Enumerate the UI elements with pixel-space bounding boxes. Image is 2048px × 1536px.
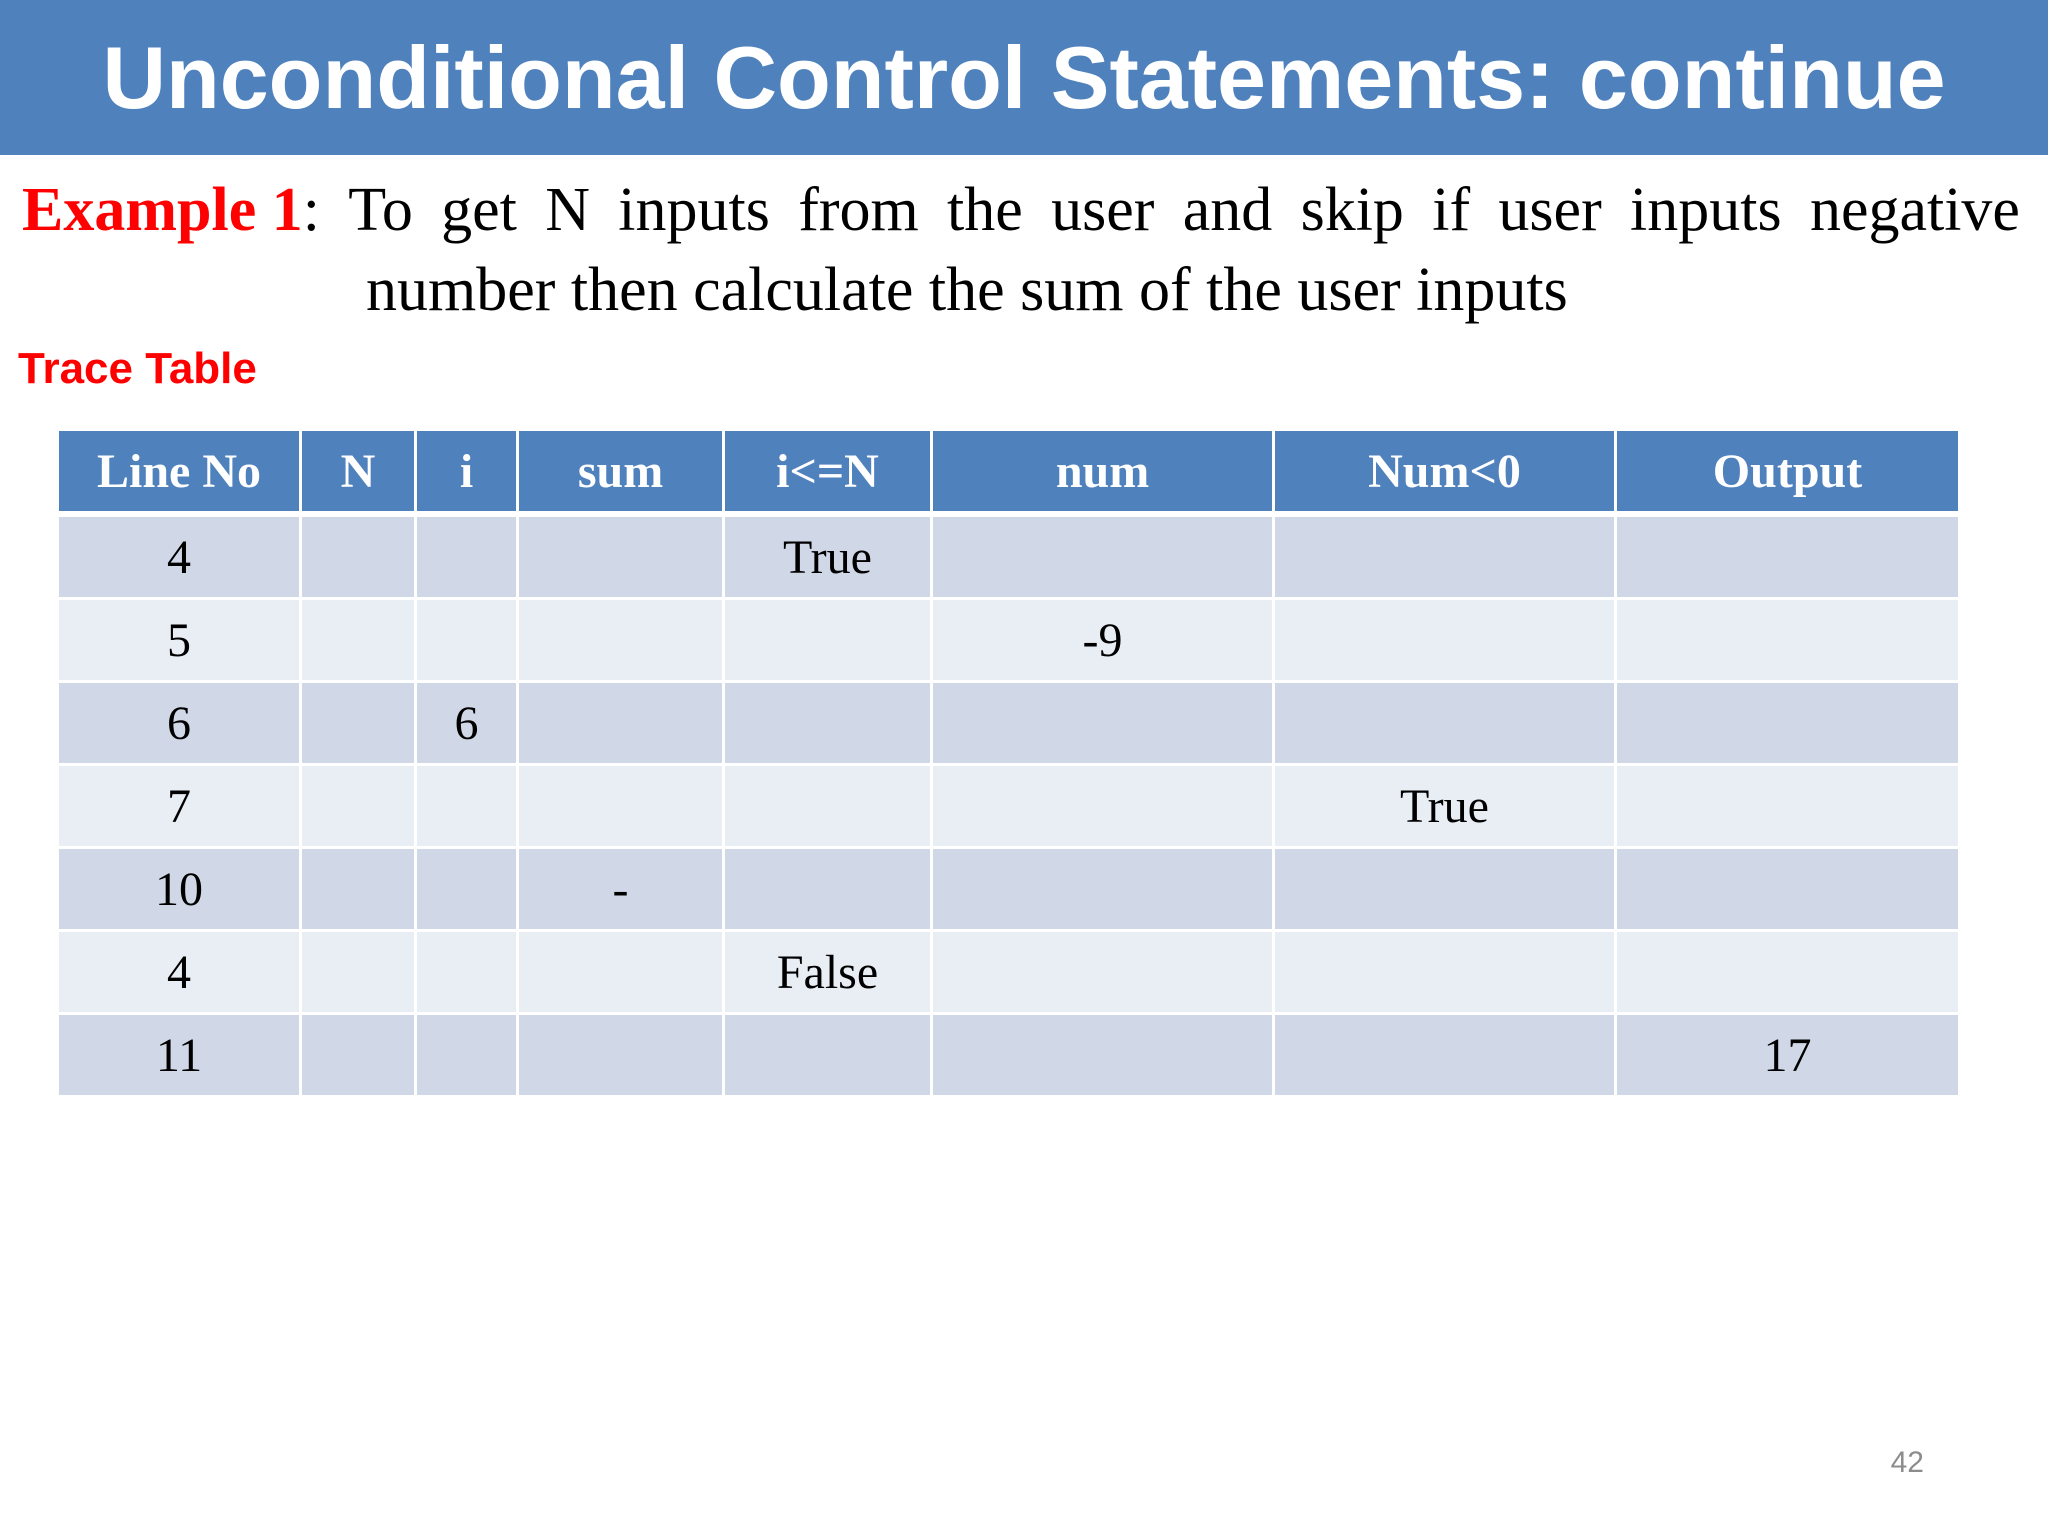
example-line-1 — [22, 170, 2020, 250]
table-cell — [416, 1014, 518, 1097]
table-cell — [518, 682, 724, 765]
table-cell — [724, 682, 932, 765]
table-cell — [518, 1014, 724, 1097]
table-cell: 10 — [58, 848, 301, 931]
table-cell — [932, 514, 1274, 599]
table-cell — [518, 599, 724, 682]
example-word: inputs — [618, 176, 770, 244]
table-cell — [518, 931, 724, 1014]
table-cell: 4 — [58, 931, 301, 1014]
table-cell — [301, 1014, 416, 1097]
table-cell: 4 — [58, 514, 301, 599]
example-word: inputs — [1630, 176, 1782, 244]
header-line-no: Line No — [58, 430, 301, 515]
table-cell — [416, 514, 518, 599]
table-cell — [1616, 931, 1960, 1014]
table-cell — [932, 765, 1274, 848]
example-word: To — [348, 176, 413, 244]
table-cell — [301, 682, 416, 765]
header-i: i — [416, 430, 518, 515]
table-cell — [724, 848, 932, 931]
table-cell: 6 — [416, 682, 518, 765]
example-word: skip — [1300, 176, 1404, 244]
table-cell — [518, 514, 724, 599]
trace-table — [56, 428, 1961, 1098]
example-label-group — [22, 170, 320, 250]
example-word: user — [1051, 176, 1155, 244]
table-cell — [1274, 599, 1616, 682]
table-cell: 11 — [58, 1014, 301, 1097]
table-cell — [301, 765, 416, 848]
table-cell — [932, 848, 1274, 931]
table-cell — [301, 599, 416, 682]
table-cell — [932, 1014, 1274, 1097]
table-cell — [416, 599, 518, 682]
table-cell: 6 — [58, 682, 301, 765]
table-cell: 7 — [58, 765, 301, 848]
table-cell — [416, 931, 518, 1014]
table-row — [58, 1014, 1960, 1097]
table-cell: True — [724, 514, 932, 599]
table-cell — [1274, 682, 1616, 765]
table-cell — [416, 765, 518, 848]
header-n: N — [301, 430, 416, 515]
table-row — [58, 848, 1960, 931]
table-cell: 5 — [58, 599, 301, 682]
table-cell — [1616, 848, 1960, 931]
header-num-lt-0: Num<0 — [1274, 430, 1616, 515]
table-cell: - — [518, 848, 724, 931]
table-row — [58, 599, 1960, 682]
table-cell — [1274, 848, 1616, 931]
table-cell — [932, 931, 1274, 1014]
table-cell — [1274, 931, 1616, 1014]
table-header-row — [58, 430, 1960, 515]
table-cell: True — [1274, 765, 1616, 848]
example-word: get — [441, 176, 517, 244]
table-cell: 17 — [1616, 1014, 1960, 1097]
table-row — [58, 931, 1960, 1014]
trace-table-label: Trace Table — [18, 344, 257, 393]
table-cell — [416, 848, 518, 931]
slide-title: Unconditional Control Statements: continue — [102, 27, 1946, 127]
table-cell — [724, 765, 932, 848]
table-cell: -9 — [932, 599, 1274, 682]
page-number: 42 — [1890, 1446, 1924, 1479]
table-cell — [1616, 514, 1960, 599]
header-sum: sum — [518, 430, 724, 515]
table-cell — [1274, 514, 1616, 599]
table-cell — [1616, 682, 1960, 765]
example-text — [22, 170, 2020, 330]
table-cell — [1274, 1014, 1616, 1097]
example-separator: : — [302, 176, 320, 244]
title-bar — [0, 0, 2048, 155]
example-label: Example 1 — [22, 176, 303, 244]
example-word: if — [1432, 176, 1471, 244]
header-output: Output — [1616, 430, 1960, 515]
table-row — [58, 765, 1960, 848]
table-cell — [1616, 599, 1960, 682]
table-row — [58, 514, 1960, 599]
table-cell — [724, 599, 932, 682]
example-line-2: number then calculate the sum of the user inputs — [366, 256, 1568, 324]
table-cell — [301, 848, 416, 931]
table-cell — [932, 682, 1274, 765]
example-word: N — [545, 176, 590, 244]
example-word: user — [1498, 176, 1602, 244]
table-cell — [301, 514, 416, 599]
table-cell — [518, 765, 724, 848]
table-cell — [724, 1014, 932, 1097]
table-cell: False — [724, 931, 932, 1014]
example-word: from — [798, 176, 919, 244]
table-row — [58, 682, 1960, 765]
example-word: and — [1182, 176, 1273, 244]
table-cell — [1616, 765, 1960, 848]
example-word: the — [947, 176, 1023, 244]
header-i-le-n: i<=N — [724, 430, 932, 515]
header-num: num — [932, 430, 1274, 515]
table-cell — [301, 931, 416, 1014]
example-word: negative — [1809, 176, 2020, 244]
